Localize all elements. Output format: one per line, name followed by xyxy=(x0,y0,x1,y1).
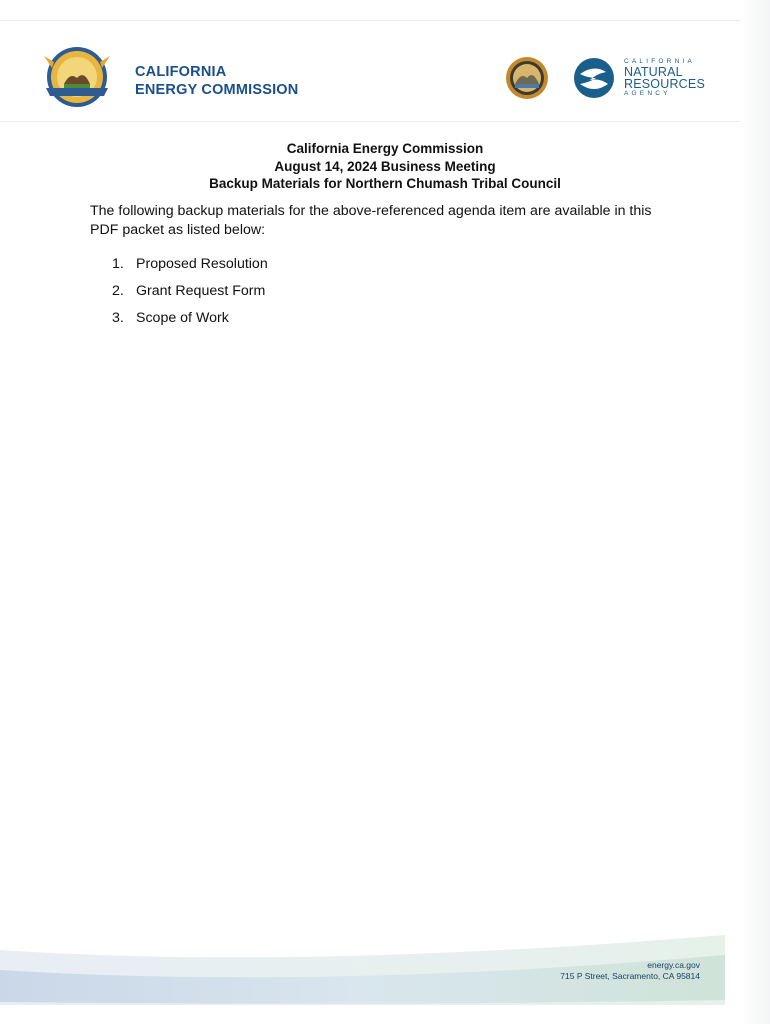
list-item xyxy=(112,283,268,310)
cec-seal-icon xyxy=(40,44,114,110)
list-item-label: Grant Request Form xyxy=(136,283,266,299)
cnra-line1: CALIFORNIA xyxy=(624,58,696,65)
title-line1: California Energy Commission xyxy=(286,141,484,156)
cec-wordmark-line2: ENERGY COMMISSION xyxy=(135,82,299,98)
state-seal-icon xyxy=(505,56,549,100)
cnra-line3: RESOURCES xyxy=(624,77,705,91)
list-item xyxy=(112,256,268,283)
materials-list xyxy=(112,256,268,337)
cnra-logo-icon xyxy=(574,56,614,100)
title-line3: Backup Materials for Northern Chumash Tribal Council xyxy=(209,176,561,191)
footer-contact xyxy=(470,960,700,982)
document-title xyxy=(0,140,770,193)
cec-wordmark-line1: CALIFORNIA xyxy=(135,64,227,80)
title-line2: August 14, 2024 Business Meeting xyxy=(274,158,496,174)
header-bottom-rule xyxy=(0,121,740,122)
cec-wordmark xyxy=(135,63,298,99)
intro-paragraph: The following backup materials for the above-referenced agenda item are available in this PDF packet as listed below: xyxy=(90,203,652,238)
cnra-line4: AGENCY xyxy=(624,90,671,97)
footer-website: energy.ca.gov xyxy=(647,960,700,970)
list-item-label: Proposed Resolution xyxy=(136,256,268,272)
list-item-number: 3. xyxy=(112,310,124,326)
cnra-line2: NATURAL xyxy=(624,65,683,79)
list-item xyxy=(112,310,268,337)
footer-address: 715 P Street, Sacramento, CA 95814 xyxy=(560,971,700,981)
list-item-label: Scope of Work xyxy=(136,310,229,326)
header-top-rule xyxy=(0,20,740,21)
list-item-number: 2. xyxy=(112,283,124,299)
list-item-number: 1. xyxy=(112,256,124,272)
cnra-wordmark xyxy=(624,58,705,98)
